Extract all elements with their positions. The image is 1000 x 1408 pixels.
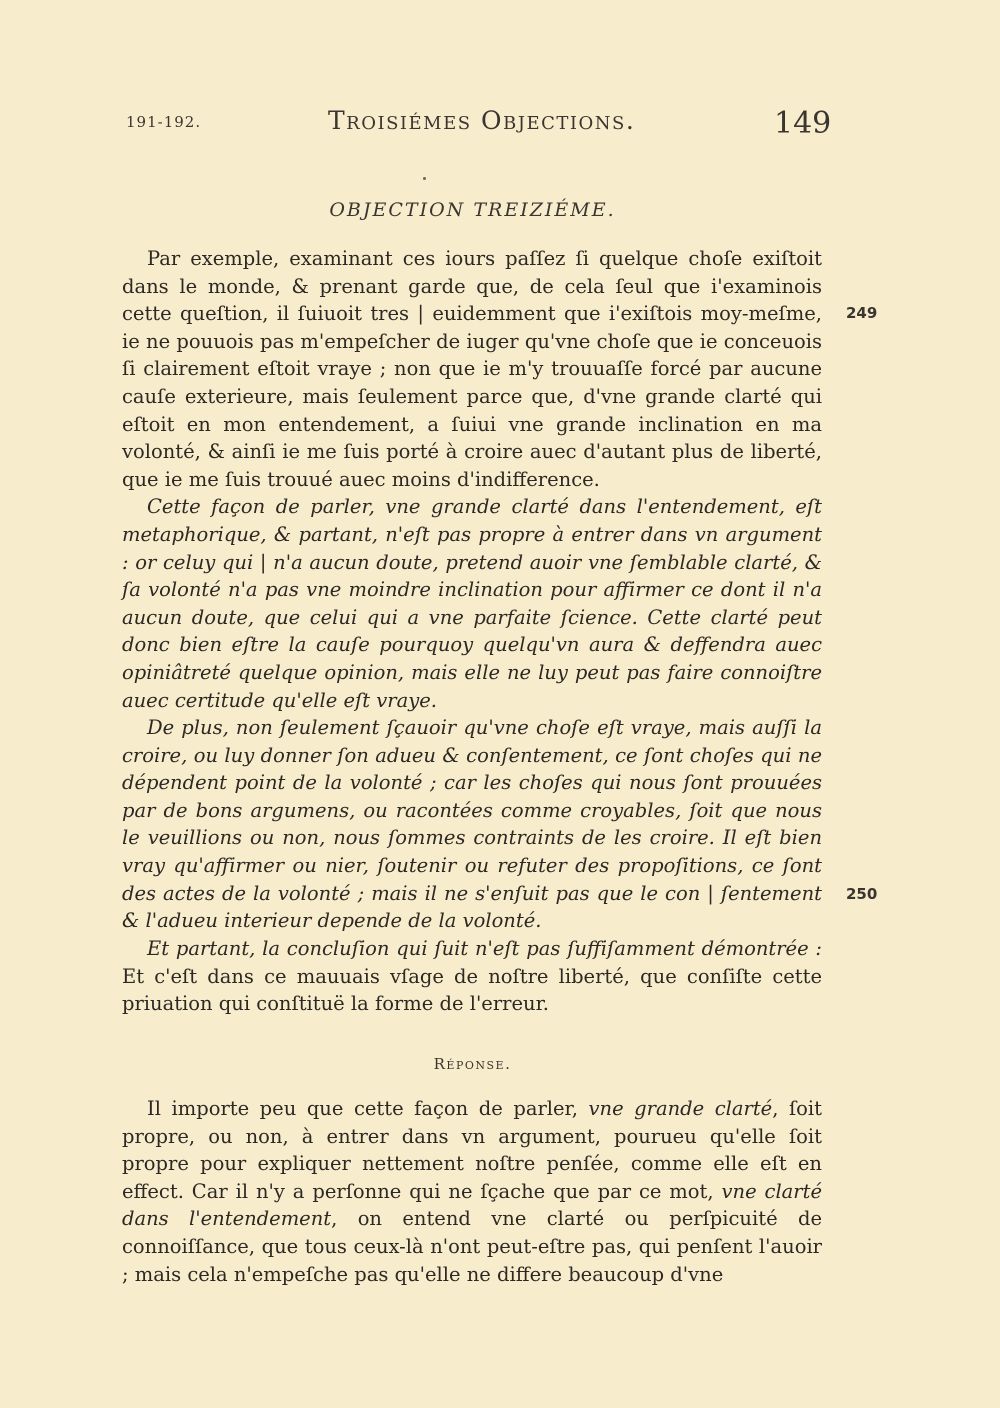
- response-text-b: vne grande clarté: [588, 1097, 773, 1120]
- response-text: [122, 1095, 822, 1288]
- ornament-dot: [423, 177, 426, 180]
- conclusion-italic: Et partant, la concluſion qui ſuit n'eſt pas ſuffiſamment démontrée :: [147, 937, 822, 960]
- objection-conclusion: [122, 935, 822, 1018]
- response-text-d: vne clarté dans l'entendement: [122, 1179, 823, 1231]
- page-number: 149: [774, 106, 832, 141]
- response-paragraph-1: [122, 1095, 822, 1288]
- response-text-c: , ſoit propre, ou non, à entrer dans vn argument, pourueu qu'elle ſoit propre pour expliquer nettement noſtre penſée, comme elle eſt en effect. Car il n'y a perſonne qui ne ſçache que par ce mot,: [122, 1097, 822, 1203]
- running-title: Troisiémes Objections.: [328, 106, 636, 135]
- conclusion-roman: Et c'eſt dans ce mauuais vſage de noſtre liberté, que conſiſte cette priuation qui conſtituë la forme de l'erreur.: [122, 964, 822, 1016]
- objection-paragraph-3: De plus, non ſeulement ſçauoir qu'vne choſe eſt vraye, mais auſſi la croire, ou luy donner ſon adueu & conſentement, ce ſont choſes qui ne dépendent point de la volonté ; car les choſes qui nous ſont prouuées par de bons argumens, ou racontées comme croyables, ſoit que nous le veuillions ou non, nous ſommes contraints de les croire. Il eſt bien vray qu'affirmer ou nier, ſoutenir ou refuter des propoſitions, ce ſont des actes de la volonté ; mais il ne s'enſuit pas que le con | ſentement & l'adueu interieur depende de la volonté.: [122, 716, 822, 933]
- page-range: 191-192.: [126, 113, 202, 131]
- objection-paragraph-4: [122, 935, 822, 1018]
- response-heading: Réponse.: [433, 1055, 512, 1073]
- objection-text: [122, 245, 822, 935]
- margin-number-250: 250: [846, 885, 878, 903]
- section-title: OBJECTION TREIZIÉME.: [329, 199, 616, 221]
- margin-number-249: 249: [846, 304, 878, 322]
- response-text-a: Il importe peu que cette façon de parler,: [147, 1097, 589, 1120]
- response-text-e: , on entend vne clarté ou perſpicuité de connoiſſance, que tous ceux-là n'ont peut-eſtre pas, qui penſent l'auoir ; mais cela n'empeſche pas qu'elle ne differe beaucoup d'vne: [122, 1207, 822, 1286]
- objection-paragraph-1: Par exemple, examinant ces iours paſſez ſi quelque choſe exiſtoit dans le monde, & prenant garde que, de cela ſeul que i'examinois cette queſtion, il ſuiuoit tres | euidemment que i'exiſtois moy-meſme, ie ne pouuois pas m'empeſcher de iuger qu'vne choſe que ie conceuois ſi clairement eſtoit vraye ; non que ie m'y trouuaſſe forcé par aucune cauſe exterieure, mais ſeulement parce que, d'vne grande clarté qui eſtoit en mon entendement, a ſuiui vne grande inclination en ma volonté, & ainſi ie me ſuis porté à croire auec d'autant plus de liberté, que ie me ſuis trouué auec moins d'indifference.: [122, 247, 822, 491]
- objection-paragraph-2: Cette façon de parler, vne grande clarté dans l'entendement, eſt metaphorique, & partant, n'eſt pas propre à entrer dans vn argument : or celuy qui | n'a aucun doute, pretend auoir vne ſemblable clarté, & ſa volonté n'a pas vne moindre inclination pour affirmer ce dont il n'a aucun doute, que celui qui a vne parfaite ſcience. Cette clarté peut donc bien eſtre la cauſe pourquoy quelqu'vn aura & deffendra auec opiniâtreté quelque opinion, mais elle ne luy peut pas faire connoiſtre auec certitude qu'elle eſt vraye.: [122, 495, 822, 712]
